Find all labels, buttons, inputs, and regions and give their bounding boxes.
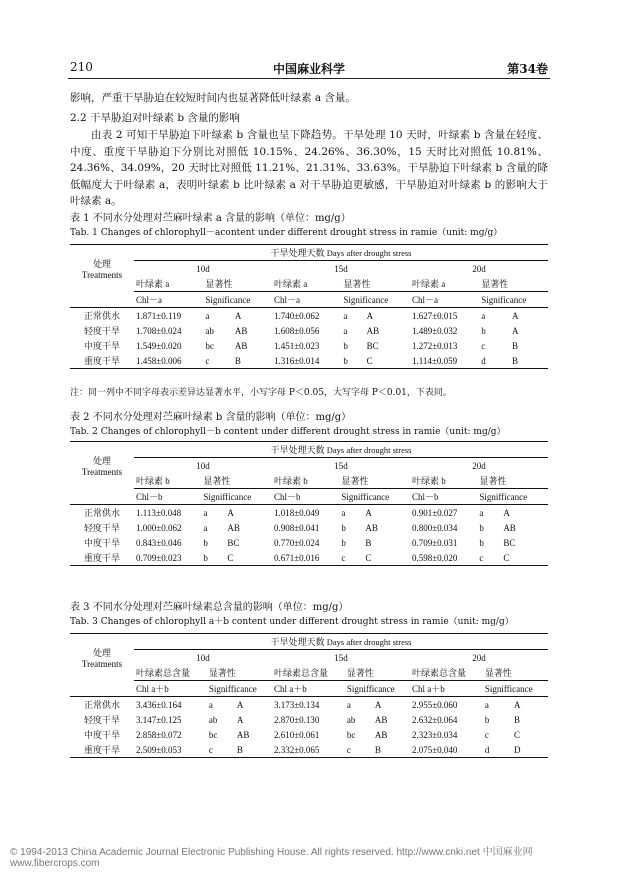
table-cell: c	[477, 550, 501, 566]
table-cell: C	[225, 550, 272, 566]
table3-caption-en: Tab. 3 Changes of chlorophyll a＋b content under different drought stress in ramie（unit: mg/g）	[70, 617, 514, 627]
treatment-cell: 重度干旱	[70, 550, 134, 566]
table-cell: AB	[366, 325, 380, 336]
table3-caption	[70, 601, 548, 629]
table-cell: AB	[503, 522, 516, 533]
treatment-cell: 中度干旱	[83, 341, 120, 351]
table-cell: 2.332±0.065	[272, 742, 345, 758]
table-row	[70, 308, 548, 324]
table-row	[70, 697, 548, 713]
table-cell: A	[365, 507, 372, 518]
col-header-en: Significance	[203, 292, 272, 308]
col-header-en: Signifficance	[483, 681, 548, 697]
treatment-header-en: Treatments	[81, 658, 123, 669]
table-cell: a	[481, 310, 486, 321]
table3	[70, 633, 548, 758]
days-group-en: Days after drought stress	[326, 248, 412, 258]
table-cell: bc	[208, 729, 218, 740]
table-cell: 0.709±0.023	[134, 550, 201, 566]
treatment-cell: 轻度干旱	[83, 326, 120, 336]
col-header: 叶绿素 b	[410, 473, 477, 489]
table-row	[70, 727, 548, 742]
table-cell: 2.632±0.064	[411, 714, 458, 725]
days-group-header	[134, 442, 548, 458]
treatment-header-cn: 处理	[92, 647, 111, 658]
col-header: 显著性	[203, 276, 272, 292]
table-cell: b	[341, 522, 346, 533]
table-row	[70, 520, 548, 535]
table-cell: AB	[234, 325, 248, 336]
paragraph-chl-b: 由表 2 可知干旱胁迫下叶绿素 b 含量也呈下降趋势。干旱处理 10 天时，叶绿素 b 含量在轻度、中度、重度干旱胁迫下分别比对照低 10.15%、24.26%、36.30%，15 天时比对照低 10.81%、24.36%、34.09%，20 天时比对照低 11.21%、21.31%、33.63%。干旱胁迫下叶绿素 b 含量的降低幅度大于叶绿素 a，表明叶绿素 b 比叶绿素 a 对干旱胁迫更敏感，干旱胁迫对叶绿素 b 的影响大于叶绿素 a。	[70, 129, 548, 207]
table-cell: C	[513, 729, 520, 740]
days-group-en: Days after drought stress	[326, 445, 412, 455]
table-cell: A	[227, 507, 234, 518]
day-header: 10d	[196, 460, 210, 471]
table-cell: B	[373, 742, 410, 758]
col-header-en: Chl－a	[410, 292, 479, 308]
table-cell: 1.451±0.023	[273, 340, 320, 351]
table-cell: A	[512, 310, 519, 321]
table-cell: 3.147±0.125	[136, 714, 182, 725]
treatment-header	[70, 442, 134, 489]
table-cell: b	[481, 325, 486, 336]
table-row	[70, 338, 548, 353]
treatment-cell: 重度干旱	[70, 742, 134, 758]
table-cell: 1.489±0.032	[411, 325, 458, 336]
table-cell: b	[341, 353, 364, 369]
table-cell: AB	[374, 729, 388, 740]
col-header: 叶绿素 b	[272, 473, 339, 489]
col-header-en: Significance	[479, 292, 548, 308]
col-header: 叶绿素 a	[134, 276, 203, 292]
table1-caption-en: Tab. 1 Changes of chlorophyll－acontent under different drought stress in ramie（unit: mg/g）	[70, 228, 503, 238]
table-cell: 1.740±0.062	[273, 310, 320, 321]
table-cell: 1.871±0.119	[136, 310, 182, 321]
col-header-en: Signifficance	[201, 489, 272, 505]
table-cell: C	[363, 550, 410, 566]
table3-caption-cn: 表 3 不同水分处理对苎麻叶绿素总含量的影响（单位：mg/g）	[70, 602, 349, 613]
table-cell: A	[503, 507, 510, 518]
table-cell: 1.113±0.048	[136, 507, 182, 518]
table-cell: 2.870±0.130	[273, 714, 320, 725]
table-cell: A	[236, 714, 244, 725]
running-header	[70, 60, 548, 80]
col-header-en: Signifficance	[339, 489, 410, 505]
table2-caption-en: Tab. 2 Changes of chlorophyll－b content under different drought stress in ramie（unit: mg/g）	[70, 427, 506, 437]
table1	[70, 244, 548, 369]
table-cell: a	[343, 310, 348, 321]
table-cell: B	[365, 537, 372, 548]
col-header: 显著性	[341, 276, 410, 292]
table-cell: ab	[208, 714, 218, 725]
table-cell: C	[365, 353, 410, 369]
table-row	[70, 742, 548, 758]
treatment-cell: 轻度干旱	[83, 715, 120, 725]
col-header-en: Significance	[341, 292, 410, 308]
table-cell: 1.708±0.024	[136, 325, 182, 336]
table-cell: 1.549±0.020	[136, 340, 182, 351]
treatment-header-en: Treatments	[81, 269, 123, 280]
table-cell: BC	[366, 340, 379, 351]
paragraph-continued: 影响，严重干旱胁迫在较短时间内也显著降低叶绿素 a 含量。	[70, 92, 356, 104]
table-cell: a	[346, 699, 351, 710]
treatment-cell: 中度干旱	[83, 538, 120, 548]
spacer	[70, 292, 134, 308]
treatment-cell: 中度干旱	[83, 730, 120, 740]
day-header: 15d	[334, 652, 348, 663]
col-header: 显著性	[201, 473, 272, 489]
col-header-en: Chl－b	[134, 489, 201, 505]
copyright-footer: © 1994-2013 China Academic Journal Electronic Publishing House. All rights reserved. http://www.cnki.net 中国麻业网 www.fibercrops.com	[10, 847, 533, 869]
table-cell: a	[208, 699, 213, 710]
col-header: 叶绿素 b	[134, 473, 201, 489]
table-cell: B	[510, 353, 548, 369]
table-cell: b	[479, 522, 484, 533]
table-cell: AB	[374, 714, 388, 725]
table-cell: c	[203, 353, 233, 369]
days-group-en: Days after drought stress	[326, 637, 412, 647]
table-cell: 1.316±0.014	[272, 353, 341, 369]
col-header-en: Signifficance	[477, 489, 548, 505]
table-row	[70, 505, 548, 521]
table-cell: 2.610±0.061	[273, 729, 320, 740]
table-cell: c	[339, 550, 363, 566]
table-cell: 2.955±0.060	[411, 699, 458, 710]
day-header: 20d	[472, 263, 486, 274]
table-cell: 1.114±0.059	[410, 353, 479, 369]
table-cell: 0.908±0.041	[273, 522, 320, 533]
table-row	[70, 323, 548, 338]
table-row	[70, 353, 548, 369]
col-header-en: Signifficance	[207, 681, 272, 697]
table-cell: D	[512, 742, 548, 758]
col-header: 叶绿素总含量	[410, 665, 483, 681]
table-note: 注：同一列中不同字母表示差异达显著水平，小写字母 P＜0.05，大写字母 P＜0.01，下表同。	[70, 388, 452, 398]
table-cell: A	[366, 310, 374, 321]
table-cell: 1.000±0.062	[136, 522, 182, 533]
table-cell: a	[341, 507, 346, 518]
treatment-cell: 正常供水	[83, 508, 120, 518]
treatment-header-en: Treatments	[81, 466, 123, 477]
table-cell: A	[513, 699, 521, 710]
table-cell: AB	[365, 522, 378, 533]
table-cell: A	[236, 699, 244, 710]
table-cell: c	[207, 742, 235, 758]
col-header-en: Chl－b	[410, 489, 477, 505]
table2	[70, 441, 548, 566]
table2-caption-cn: 表 2 不同水分处理对苎麻叶绿素 b 含量的影响（单位：mg/g）	[70, 412, 352, 423]
table-cell: d	[483, 742, 512, 758]
table-cell: ab	[346, 714, 356, 725]
table-cell: AB	[234, 340, 248, 351]
table-cell: d	[479, 353, 510, 369]
table-cell: 0.709±0.031	[411, 537, 458, 548]
col-header-en: Chl a＋b	[410, 681, 483, 697]
days-group-cn: 干旱处理天数	[270, 248, 325, 258]
table-cell: 0.770±0.024	[273, 537, 320, 548]
col-header: 显著性	[339, 473, 410, 489]
volume-label: 第34卷	[507, 62, 548, 76]
treatment-header	[70, 245, 134, 292]
table-cell: bc	[205, 340, 214, 351]
col-header: 叶绿素 a	[410, 276, 479, 292]
col-header-en: Signifficance	[345, 681, 410, 697]
table-cell: 1.272±0.013	[411, 340, 458, 351]
table-cell: 1.608±0.056	[273, 325, 320, 336]
day-header: 10d	[196, 263, 210, 274]
day-header: 15d	[334, 460, 348, 471]
table-cell: b	[341, 537, 346, 548]
treatment-cell: 正常供水	[83, 700, 120, 710]
table-cell: b	[203, 537, 208, 548]
table-cell: b	[201, 550, 225, 566]
treatment-cell: 轻度干旱	[83, 523, 120, 533]
table-cell: 1.458±0.006	[134, 353, 203, 369]
table1-caption	[70, 212, 548, 240]
table-cell: a	[203, 507, 208, 518]
days-group-header	[134, 245, 548, 261]
treatment-header-cn: 处理	[92, 455, 111, 466]
col-header-en: Chl a＋b	[272, 681, 345, 697]
table-cell: a	[479, 507, 484, 518]
days-group-cn: 干旱处理天数	[270, 445, 325, 455]
header-rule	[68, 78, 550, 79]
col-header-en: Chl a＋b	[134, 681, 207, 697]
table-cell: 1.018±0.049	[273, 507, 320, 518]
table-cell: 0.901±0.027	[411, 507, 458, 518]
day-header: 15d	[334, 263, 348, 274]
table-cell: a	[343, 325, 348, 336]
col-header-en: Chl－a	[272, 292, 341, 308]
table-cell: B	[512, 340, 519, 351]
table-cell: 1.627±0.015	[411, 310, 458, 321]
table-cell: A	[234, 310, 242, 321]
table-cell: b	[343, 340, 348, 351]
table-cell: 2.509±0.053	[134, 742, 207, 758]
day-header: 20d	[472, 652, 486, 663]
col-header: 显著性	[483, 665, 548, 681]
table-cell: A	[374, 699, 382, 710]
table-cell: B	[235, 742, 272, 758]
table-cell: bc	[346, 729, 356, 740]
table-cell: BC	[503, 537, 516, 548]
table-cell: c	[481, 340, 486, 351]
days-group-cn: 干旱处理天数	[270, 637, 325, 647]
treatment-cell: 重度干旱	[70, 353, 134, 369]
table-cell: C	[501, 550, 548, 566]
table-cell: a	[205, 310, 210, 321]
table-cell: B	[513, 714, 520, 725]
journal-title: 中国麻业科学	[272, 62, 345, 76]
col-header: 显著性	[479, 276, 548, 292]
table-cell: B	[233, 353, 272, 369]
col-header-en: Chl－a	[134, 292, 203, 308]
table-cell: 3.173±0.134	[273, 699, 320, 710]
col-header: 叶绿素总含量	[272, 665, 345, 681]
table-cell: 2.858±0.072	[136, 729, 182, 740]
page-number: 210	[70, 60, 93, 74]
table-cell: a	[203, 522, 208, 533]
spacer	[70, 681, 134, 697]
col-header-en: Chl－b	[272, 489, 339, 505]
table-cell: b	[484, 714, 490, 725]
table-row	[70, 535, 548, 550]
treatment-header-cn: 处理	[92, 258, 111, 269]
treatment-header	[70, 634, 134, 681]
table-cell: BC	[227, 537, 240, 548]
table-cell: 2.323±0.034	[411, 729, 458, 740]
table1-caption-cn: 表 1 不同水分处理对苎麻叶绿素 a 含量的影响（单位：mg/g）	[70, 213, 351, 224]
table-cell: AB	[236, 729, 250, 740]
table-cell: 0.843±0.046	[136, 537, 182, 548]
table-cell: b	[479, 537, 484, 548]
col-header: 显著性	[345, 665, 410, 681]
spacer	[70, 489, 134, 505]
treatment-cell: 正常供水	[83, 311, 120, 321]
table2-caption	[70, 411, 548, 439]
table-cell: AB	[227, 522, 240, 533]
day-header: 10d	[196, 652, 210, 663]
days-group-header	[134, 634, 548, 650]
table-cell: a	[484, 699, 489, 710]
table-cell: A	[512, 325, 519, 336]
table-cell: 0.671±0.016	[272, 550, 339, 566]
table-cell: ab	[205, 325, 214, 336]
col-header: 显著性	[477, 473, 548, 489]
table-cell: 0.800±0.034	[411, 522, 458, 533]
day-header: 20d	[472, 460, 486, 471]
section-heading: 2.2 干旱胁迫对叶绿素 b 含量的影响	[70, 112, 240, 124]
table-row	[70, 550, 548, 566]
table-row	[70, 712, 548, 727]
table-cell: c	[484, 729, 489, 740]
col-header: 显著性	[207, 665, 272, 681]
col-header: 叶绿素 a	[272, 276, 341, 292]
table-cell: 2.075±0.040	[410, 742, 483, 758]
table-cell: 0.598±0.020	[410, 550, 477, 566]
table-cell: c	[345, 742, 373, 758]
table-cell: 3.436±0.164	[136, 699, 182, 710]
col-header: 叶绿素总含量	[134, 665, 207, 681]
